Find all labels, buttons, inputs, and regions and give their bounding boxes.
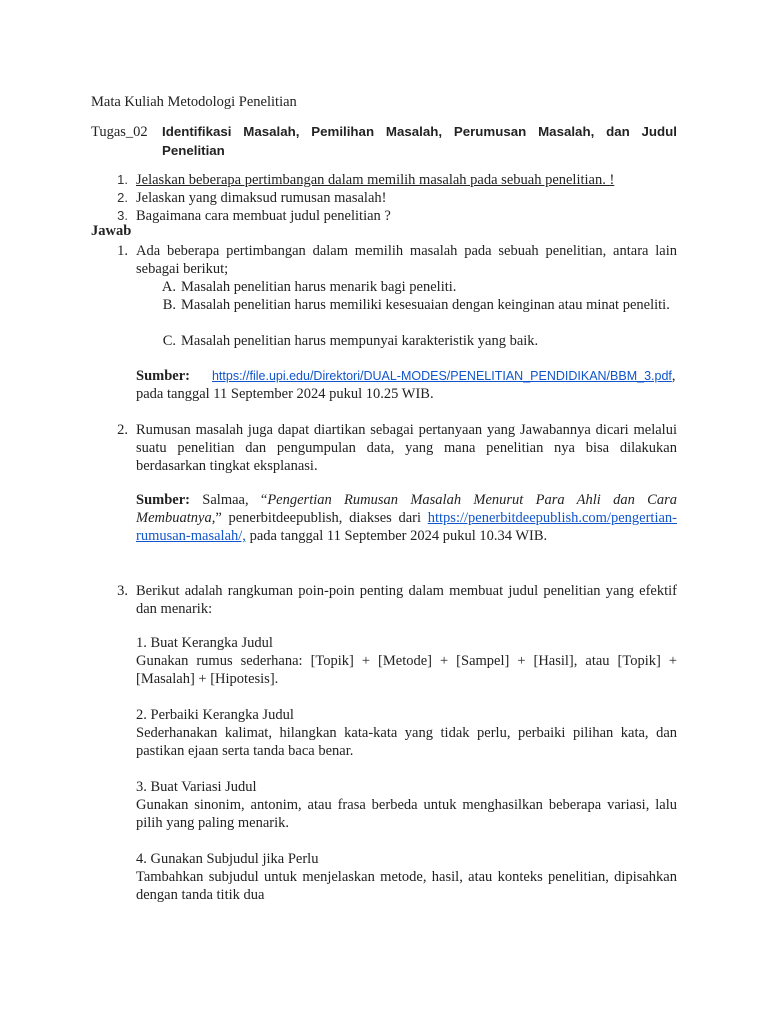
question-text: Jelaskan beberapa pertimbangan dalam memilih masalah pada sebuah penelitian. ! [136,172,615,188]
answer-number: 3. [117,583,128,599]
answer-intro: Ada beberapa pertimbangan dalam memilih masalah pada sebuah penelitian, antara lain sebagai berikut; [136,243,677,277]
step-title: 3. Buat Variasi Judul [136,779,257,795]
source-label: Sumber: [136,368,190,384]
source-link[interactable]: https://penerbitdeepublish.com/pengertian-rumusan-masalah/, [136,510,678,544]
list-item-text: Masalah penelitian harus memiliki kesesuaian dengan keinginan atau minat peneliti. [181,297,670,313]
source-2 [136,491,677,545]
answer-text: Rumusan masalah juga dapat diartikan sebagai pertanyaan yang Jawabannya dicari melalui suatu penelitian dan pengumpulan data, yang mana penelitian nya bisa dilakukan berdasarkan tingkat eksplanasi. [136,422,677,474]
step-text: Gunakan rumus sederhana: [Topik] + [Metode] + [Sampel] + [Hasil], atau [Topik] + [Masalah] + [Hipotesis]. [136,653,677,687]
answer-number: 1. [117,243,128,259]
task-title: Identifikasi Masalah, Pemilihan Masalah, Perumusan Masalah, dan Judul Penelitian [162,124,677,158]
source-title: Pengertian Rumusan Masalah Menurut Para Ahli dan Cara Membuatnya, [136,492,677,526]
step-text: Tambahkan subjudul untuk menjelaskan metode, hasil, atau konteks penelitian, dipisahkan dengan tanda titik dua [136,869,677,903]
list-item-text: Masalah penelitian harus menarik bagi peneliti. [181,279,457,295]
question-number: 2. [117,190,128,205]
step-text: Gunakan sinonim, antonim, atau frasa berbeda untuk menghasilkan beberapa variasi, lalu pilih yang paling menarik. [136,797,677,831]
question-text: Jelaskan yang dimaksud rumusan masalah! [136,190,387,206]
question-number: 1. [117,172,128,187]
source-date: pada tanggal 11 September 2024 pukul 10.25 WIB. [136,386,434,402]
step-title: 4. Gunakan Subjudul jika Perlu [136,851,319,867]
question-text: Bagaimana cara membuat judul penelitian ? [136,208,391,224]
source-publisher: ” penerbitdeepublish, diakses dari [215,510,422,526]
step-title: 1. Buat Kerangka Judul [136,635,273,651]
source-link[interactable]: https://file.upi.edu/Direktori/DUAL-MODES/PENELITIAN_PENDIDIKAN/BBM_3.pdf [211,369,672,383]
source-punct: , [671,368,676,384]
step-text: Sederhanakan kalimat, hilangkan kata-kata yang tidak perlu, perbaiki pilihan kata, dan pastikan ejaan serta tanda baca benar. [136,725,677,759]
course-title: Mata Kuliah Metodologi Penelitian [91,94,297,110]
list-item-text: Masalah penelitian harus mempunyai karakteristik yang baik. [181,333,539,349]
source-date: pada tanggal 11 September 2024 pukul 10.34 WIB. [245,528,548,544]
source-label: Sumber: [136,492,190,508]
source-1 [136,367,677,385]
step-title: 2. Perbaiki Kerangka Judul [136,707,294,723]
answer-heading: Jawab [91,223,132,239]
list-letter: B. [162,297,176,313]
list-letter: A. [161,279,176,295]
source-author: Salmaa, “ [189,492,268,508]
list-letter: C. [162,333,176,349]
question-number: 3. [117,208,128,223]
task-label: Tugas_02 [91,124,148,140]
answer-intro: Berikut adalah rangkuman poin-poin penting dalam membuat judul penelitian yang efektif dan menarik: [136,583,677,617]
answer-number: 2. [117,422,128,438]
